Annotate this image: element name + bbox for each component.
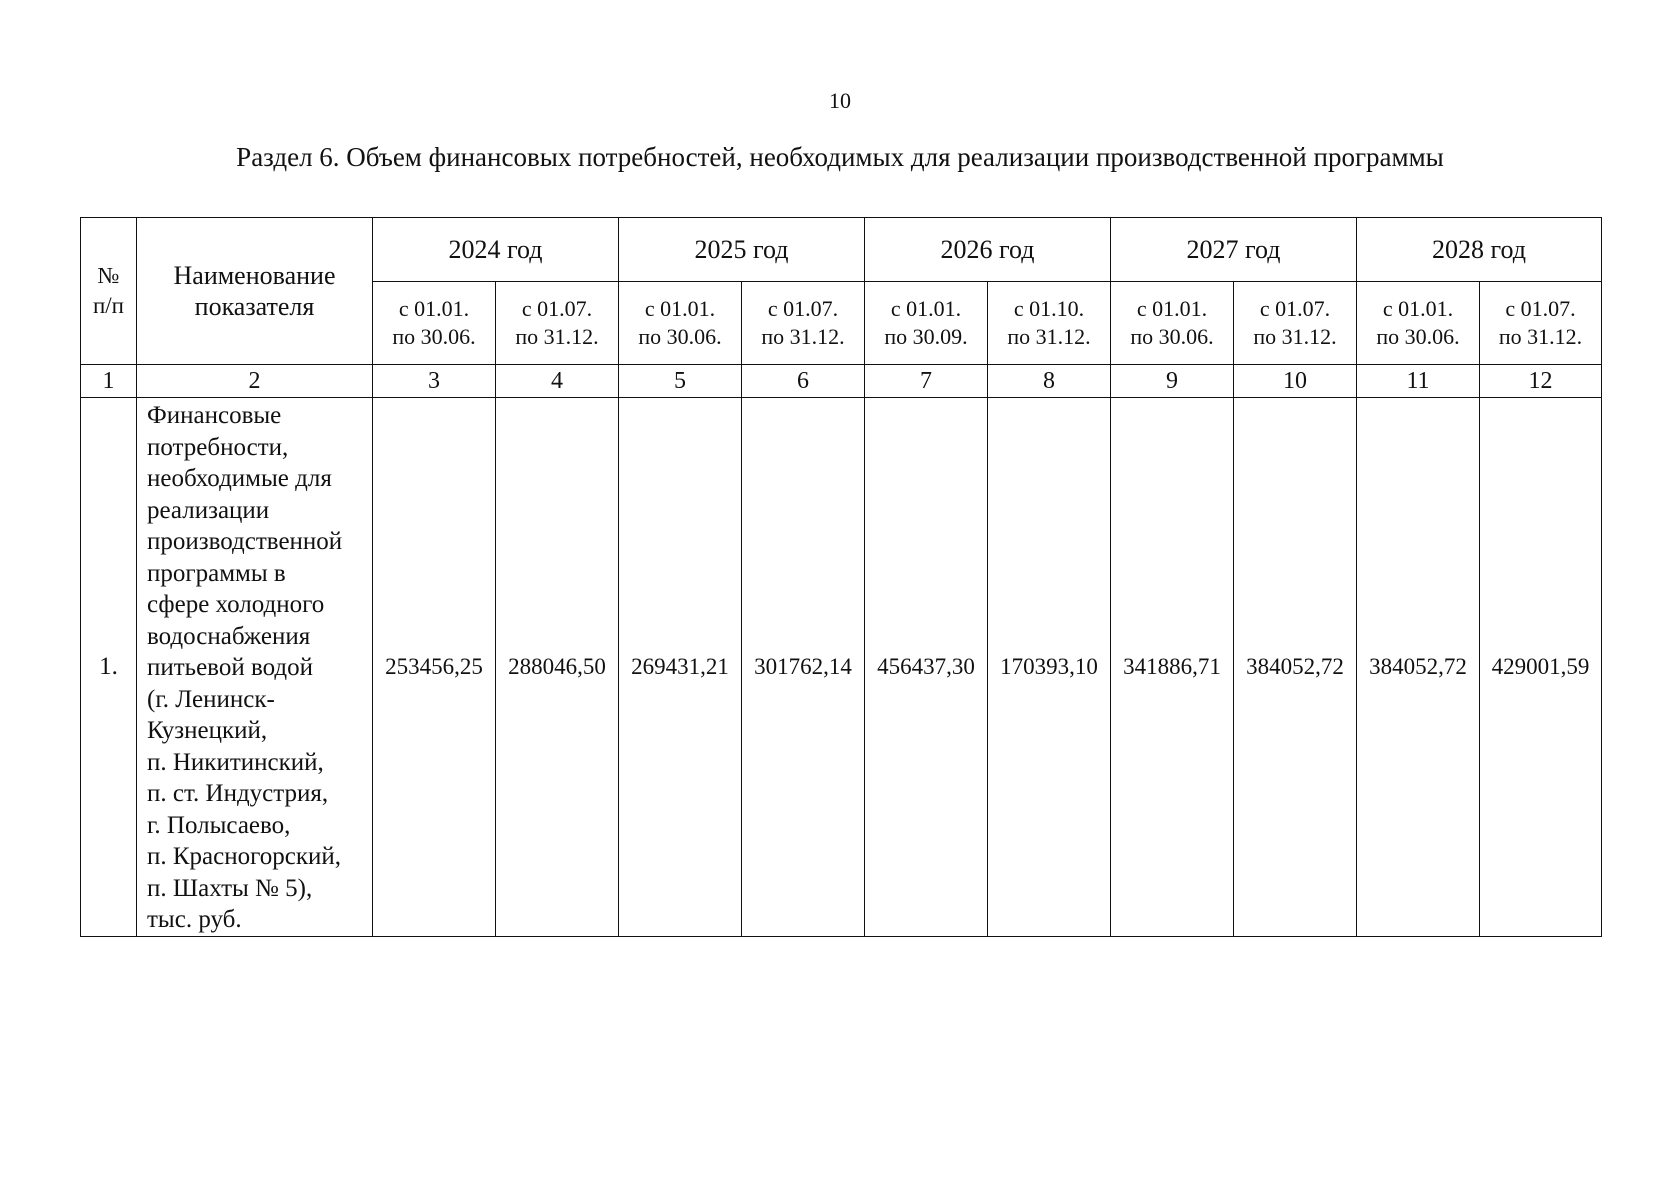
period-to: по 31.12. bbox=[515, 324, 599, 349]
indicator-name-line: необходимые для bbox=[147, 465, 332, 492]
indicator-name-line: п. ст. Индустрия, bbox=[147, 780, 329, 807]
year-header-row bbox=[81, 218, 1602, 282]
value-cell: 341886,71 bbox=[1111, 398, 1234, 937]
period-from: с 01.01. bbox=[1382, 296, 1454, 321]
period-header bbox=[619, 282, 742, 365]
value-cell: 429001,59 bbox=[1480, 398, 1602, 937]
year-header-2025: 2025 год bbox=[619, 218, 865, 282]
value-cell: 301762,14 bbox=[742, 398, 865, 937]
period-header bbox=[865, 282, 988, 365]
indicator-name-line: п. Никитинский, bbox=[147, 748, 324, 776]
period-header bbox=[1234, 282, 1357, 365]
year-header-2024: 2024 год bbox=[373, 218, 619, 282]
column-number: 11 bbox=[1357, 365, 1480, 398]
value-cell: 456437,30 bbox=[865, 398, 988, 937]
column-number: 12 bbox=[1480, 365, 1602, 398]
period-to: по 31.12. bbox=[1253, 324, 1337, 349]
year-header-2028: 2028 год bbox=[1357, 218, 1602, 282]
column-number: 5 bbox=[619, 365, 742, 398]
value-cell: 269431,21 bbox=[619, 398, 742, 937]
value-cell: 384052,72 bbox=[1357, 398, 1480, 937]
value-cell: 253456,25 bbox=[373, 398, 496, 937]
row-number: 1. bbox=[81, 398, 137, 937]
financial-needs-table bbox=[80, 217, 1602, 937]
header-name-line2: показателя bbox=[194, 292, 315, 321]
column-number-row bbox=[81, 365, 1602, 398]
indicator-name-line: потребности, bbox=[147, 433, 289, 461]
value-cell: 170393,10 bbox=[988, 398, 1111, 937]
period-from: с 01.10. bbox=[1013, 296, 1085, 321]
period-from: с 01.07. bbox=[767, 296, 839, 321]
indicator-name-line: п. Красногорский, bbox=[147, 843, 342, 870]
period-header bbox=[1480, 282, 1602, 365]
header-number-line1: № bbox=[97, 263, 120, 288]
indicator-name-line: сфере холодного bbox=[147, 591, 325, 618]
column-number: 7 bbox=[865, 365, 988, 398]
period-to: по 30.06. bbox=[1130, 324, 1214, 349]
period-from: с 01.07. bbox=[1505, 296, 1576, 321]
period-from: с 01.01. bbox=[398, 296, 470, 321]
period-header bbox=[1111, 282, 1234, 365]
indicator-name-line: программы в bbox=[147, 559, 286, 587]
period-to: по 30.06. bbox=[392, 324, 476, 349]
column-number: 10 bbox=[1234, 365, 1357, 398]
header-number bbox=[81, 218, 137, 365]
year-header-2027: 2027 год bbox=[1111, 218, 1357, 282]
period-to: по 30.06. bbox=[1376, 324, 1460, 349]
column-number: 1 bbox=[81, 365, 137, 398]
value-cell: 288046,50 bbox=[496, 398, 619, 937]
period-header bbox=[1357, 282, 1480, 365]
column-number: 4 bbox=[496, 365, 619, 398]
period-to: по 31.12. bbox=[1498, 324, 1583, 349]
column-number: 3 bbox=[373, 365, 496, 398]
page-number: 10 bbox=[829, 88, 851, 113]
period-to: по 30.06. bbox=[638, 324, 722, 349]
section-title: Раздел 6. Объем финансовых потребностей, необходимых для реализации производственной программы bbox=[236, 142, 1444, 172]
period-from: с 01.01. bbox=[890, 296, 962, 321]
indicator-name-line: тыс. руб. bbox=[147, 906, 242, 933]
period-header bbox=[373, 282, 496, 365]
value-cell: 384052,72 bbox=[1234, 398, 1357, 937]
indicator-name-line: производственной bbox=[147, 528, 343, 555]
indicator-name-line: Кузнецкий, bbox=[147, 717, 268, 744]
indicator-name-line: п. Шахты № 5), bbox=[147, 874, 313, 902]
period-to: по 31.12. bbox=[761, 324, 845, 349]
indicator-name-line: питьевой водой bbox=[147, 654, 313, 681]
table-row bbox=[81, 398, 1602, 937]
period-from: с 01.01. bbox=[1136, 296, 1208, 321]
header-number-line2: п/п bbox=[92, 293, 124, 318]
column-number: 6 bbox=[742, 365, 865, 398]
column-number: 8 bbox=[988, 365, 1111, 398]
indicator-name-line: г. Полысаево, bbox=[147, 811, 291, 839]
period-from: с 01.07. bbox=[1259, 296, 1331, 321]
header-name-line1: Наименование bbox=[173, 261, 336, 290]
period-to: по 31.12. bbox=[1007, 324, 1091, 349]
period-from: с 01.01. bbox=[644, 296, 716, 321]
period-header bbox=[496, 282, 619, 365]
indicator-name bbox=[137, 398, 373, 937]
period-header bbox=[742, 282, 865, 365]
period-to: по 30.09. bbox=[884, 324, 968, 349]
indicator-name-line: (г. Ленинск- bbox=[147, 685, 275, 713]
year-header-2026: 2026 год bbox=[865, 218, 1111, 282]
indicator-name-line: Финансовые bbox=[147, 402, 282, 429]
indicator-name-line: реализации bbox=[147, 496, 270, 524]
indicator-name-line: водоснабжения bbox=[147, 622, 311, 650]
period-from: с 01.07. bbox=[521, 296, 593, 321]
column-number: 2 bbox=[137, 365, 373, 398]
period-header bbox=[988, 282, 1111, 365]
header-indicator-name bbox=[137, 218, 373, 365]
column-number: 9 bbox=[1111, 365, 1234, 398]
